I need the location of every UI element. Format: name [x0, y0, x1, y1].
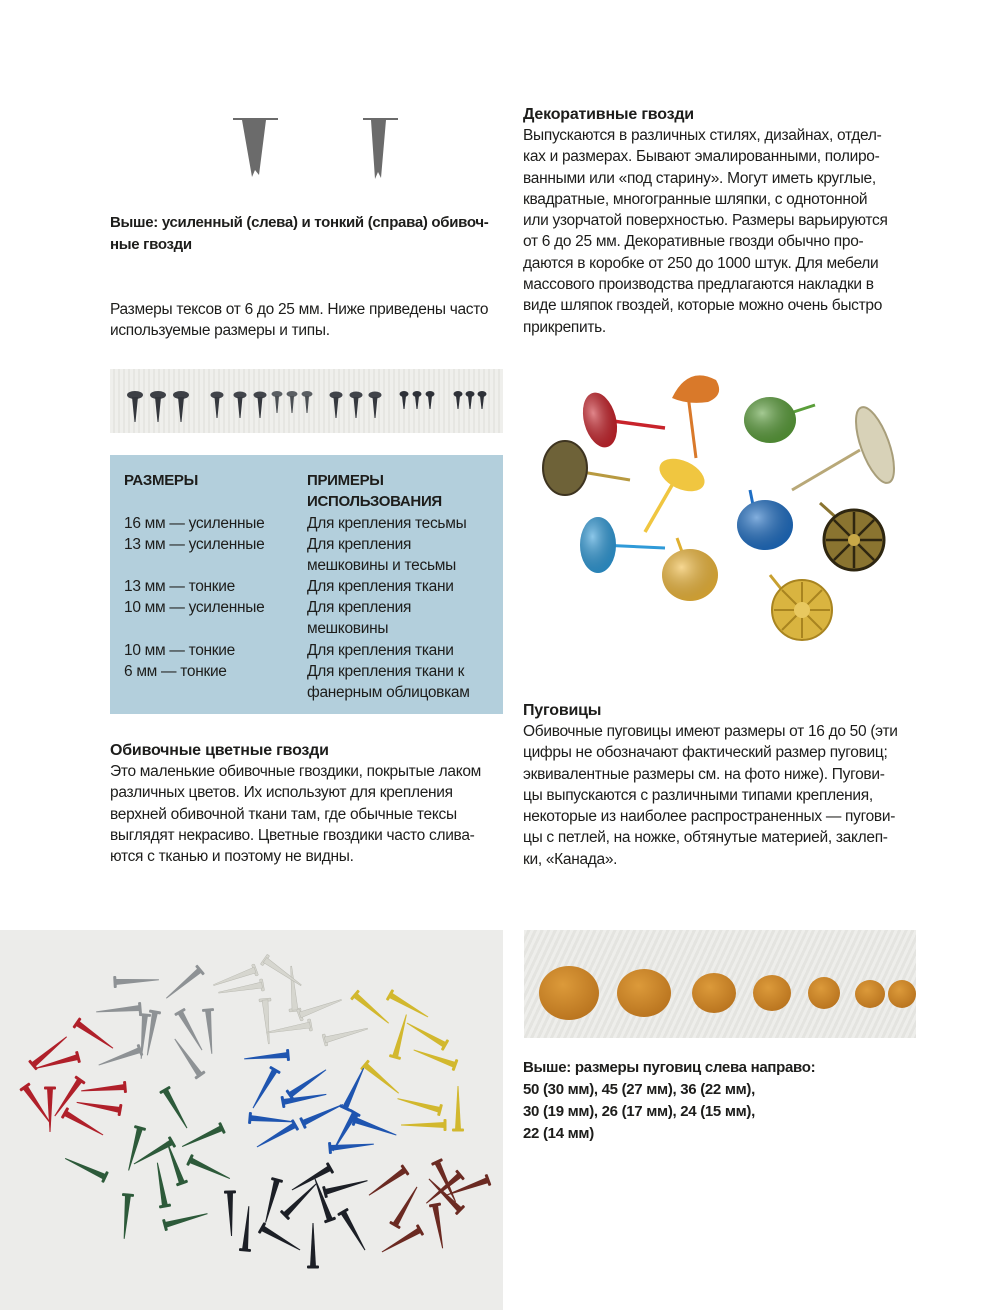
- colored-nails-heading: Обивочные цветные гвозди: [110, 742, 329, 759]
- buttons-section: [523, 700, 943, 870]
- table-row-size: 10 мм — тонкие: [124, 642, 235, 659]
- colored-tacks-photo: [0, 930, 503, 1310]
- table-row-usage: Для крепления мешковины: [307, 599, 412, 638]
- diagram-caption: Выше: усиленный (слева) и тонкий (справа) обивоч- ные гвозди: [110, 214, 489, 253]
- table-row-size: 6 мм — тонкие: [124, 663, 227, 680]
- sizes-table: [110, 455, 503, 714]
- table-row-usage: Для крепления тесьмы: [307, 515, 467, 532]
- table-row-size: 16 мм — усиленные: [124, 515, 265, 532]
- usage-header: ПРИМЕРЫ ИСПОЛЬЗОВАНИЯ: [307, 472, 442, 510]
- decorative-nails-text: Выпускаются в различных стилях, дизайнах, отдел- ках и размерах. Бывают эмалированными, полиро- ванными или «под старину». Могут иметь круглые, квадратные, многогранные шляпки, с однотонной или узорчатой поверхностью. Размеры варьируются от 6 до 25 мм. Декоративные гвозди обычно про- даются в коробке от 250 до 1000 штук. Для мебели массового производства предлагаются накладки в виде шляпок гвоздей, которые можно очень быстро прикрепить.: [523, 127, 888, 336]
- colored-nails-text: Это маленькие обивочные гвоздики, покрытые лаком различных цветов. Их используют для крепления верхней обивочной ткани там, где обычные тексы выглядят некрасиво. Цветные гвоздики часто слива- ются с тканью и поэтому не видны.: [110, 763, 482, 866]
- table-row-usage: Для крепления мешковины и тесьмы: [307, 536, 456, 575]
- decorative-nails-heading: Декоративные гвозди: [523, 106, 694, 123]
- nail-diagram: [230, 115, 400, 185]
- buttons-caption: Выше: размеры пуговиц слева направо: 50 (30 мм), 45 (27 мм), 36 (22 мм), 30 (19 мм), 26 (17 мм), 24 (15 мм), 22 (14 мм): [523, 1059, 816, 1142]
- table-row-size: 10 мм — усиленные: [124, 599, 265, 616]
- colored-nails-section: [110, 740, 510, 867]
- tacks-sizes-photo: [110, 369, 503, 433]
- table-row-usage: Для крепления ткани: [307, 642, 454, 659]
- decorative-nails-photo: [520, 360, 940, 690]
- buttons-sizes-photo: [524, 930, 916, 1038]
- table-row-usage: Для крепления ткани к фанерным облицовкам: [307, 663, 470, 702]
- table-row-size: 13 мм — усиленные: [124, 536, 265, 553]
- table-row-size: 13 мм — тонкие: [124, 578, 235, 595]
- buttons-text: Обивочные пуговицы имеют размеры от 16 до 50 (эти цифры не обозначают фактический размер пуговиц; эквивалентные размеры см. на фото ниже). Пугови- цы выпускаются с различными типами крепления, некоторые из наиболее распространенных — пугови- цы с петлей, на ножке, обтянутые материей, заклеп- ки, «Канада».: [523, 723, 898, 868]
- buttons-heading: Пуговицы: [523, 702, 602, 719]
- upholstery-nail-thin-icon: [363, 118, 398, 179]
- decorative-nails-section: [523, 104, 923, 338]
- intro-text: Размеры тексов от 6 до 25 мм. Ниже приведены часто используемые размеры и типы.: [110, 301, 489, 340]
- upholstery-nail-reinforced-icon: [233, 118, 278, 177]
- sizes-header: РАЗМЕРЫ: [124, 472, 199, 489]
- table-row-usage: Для крепления ткани: [307, 578, 454, 595]
